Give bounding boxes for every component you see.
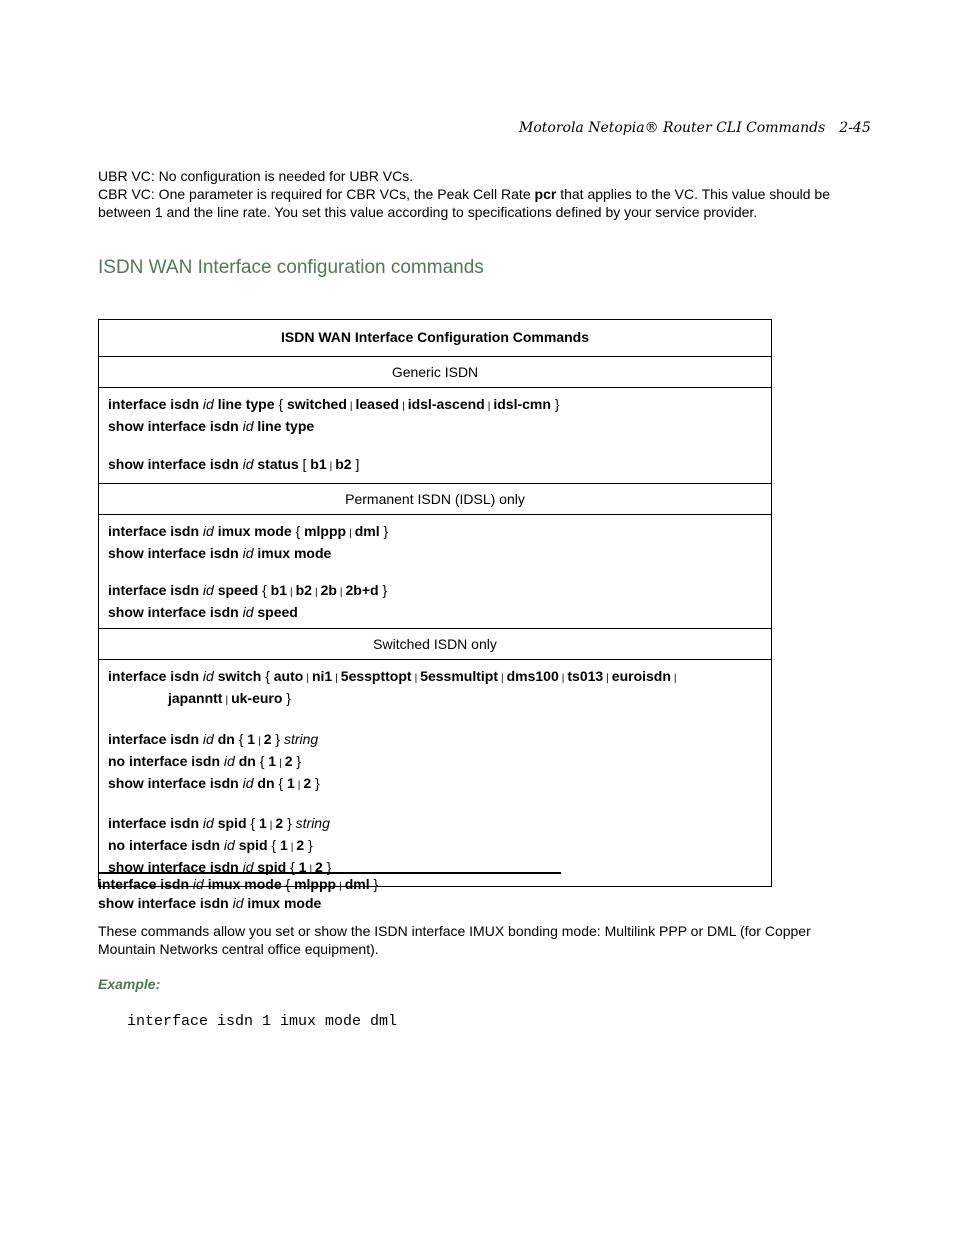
cmd-show-dn: show interface isdn id dn { 1 | 2 } xyxy=(108,774,320,791)
cmd-imux-mode: interface isdn id imux mode { mlppp | dml } xyxy=(108,522,389,539)
example-label: Example: xyxy=(98,976,161,992)
cmd-show-speed: show interface isdn id speed xyxy=(108,604,298,621)
header-title: Motorola Netopia® Router CLI Commands xyxy=(519,120,826,136)
generic-isdn-header: Generic ISDN xyxy=(99,357,772,388)
cmd-spid: interface isdn id spid { 1 | 2 } string xyxy=(108,815,330,832)
imux-description: These commands allow you set or show the ISDN interface IMUX bonding mode: Multilink PPP or DML (for Copper Mountain Networks central office equipment). xyxy=(98,923,811,957)
cmd-no-dn: no interface isdn id dn { 1 | 2 } xyxy=(108,752,302,769)
switched-isdn-header: Switched ISDN only xyxy=(99,629,772,660)
section-heading: ISDN WAN Interface configuration commands xyxy=(98,257,484,278)
generic-isdn-commands xyxy=(99,388,772,484)
cmd-line-type: interface isdn id line type { switched | leased | idsl-ascend | idsl-cmn } xyxy=(108,396,560,412)
running-header xyxy=(519,120,871,136)
imux-set-line: interface isdn id imux mode { mlppp | dml } xyxy=(98,876,379,892)
cmd-dn: interface isdn id dn { 1 | 2 } string xyxy=(108,730,319,747)
section-divider xyxy=(98,872,561,874)
cmd-show-line-type: show interface isdn id line type xyxy=(108,417,315,434)
cmd-switch-continued: japanntt | uk-euro } xyxy=(168,690,291,707)
cmd-switch: interface isdn id switch { auto | ni1 | 5esspttopt | 5essmultipt | dms100 | ts013 | euroisdn | xyxy=(108,668,677,685)
cmd-show-imux-mode: show interface isdn id imux mode xyxy=(108,544,332,561)
cmd-speed: interface isdn id speed { b1 | b2 | 2b | 2b+d } xyxy=(108,582,388,599)
table-title: ISDN WAN Interface Configuration Commands xyxy=(99,320,772,357)
example-code: interface isdn 1 imux mode dml xyxy=(127,1013,398,1030)
isdn-command-table xyxy=(98,319,772,887)
permanent-isdn-commands xyxy=(99,514,772,629)
cbr-text-post: that applies to the VC. This value should be between 1 and the line rate. You set this value according to specifications defined by your service provider. xyxy=(98,186,831,220)
cbr-text-pre: CBR VC: One parameter is required for CBR VCs, the Peak Cell Rate xyxy=(98,186,535,202)
cbr-paragraph xyxy=(98,185,858,221)
permanent-isdn-header: Permanent ISDN (IDSL) only xyxy=(99,483,772,514)
ubr-paragraph xyxy=(98,167,858,185)
ubr-text: UBR VC: No configuration is needed for UBR VCs. xyxy=(98,168,414,184)
switched-isdn-commands xyxy=(99,660,772,887)
page-number: 2-45 xyxy=(839,120,871,136)
cmd-show-spid: show interface isdn id spid { 1 | 2 } xyxy=(108,859,332,876)
imux-show-line: show interface isdn id imux mode xyxy=(98,895,322,911)
imux-command-syntax xyxy=(98,876,378,911)
cmd-no-spid: no interface isdn id spid { 1 | 2 } xyxy=(108,837,313,854)
cbr-pcr-term: pcr xyxy=(534,186,557,202)
cmd-show-status: show interface isdn id status [ b1 | b2 ] xyxy=(108,455,360,472)
